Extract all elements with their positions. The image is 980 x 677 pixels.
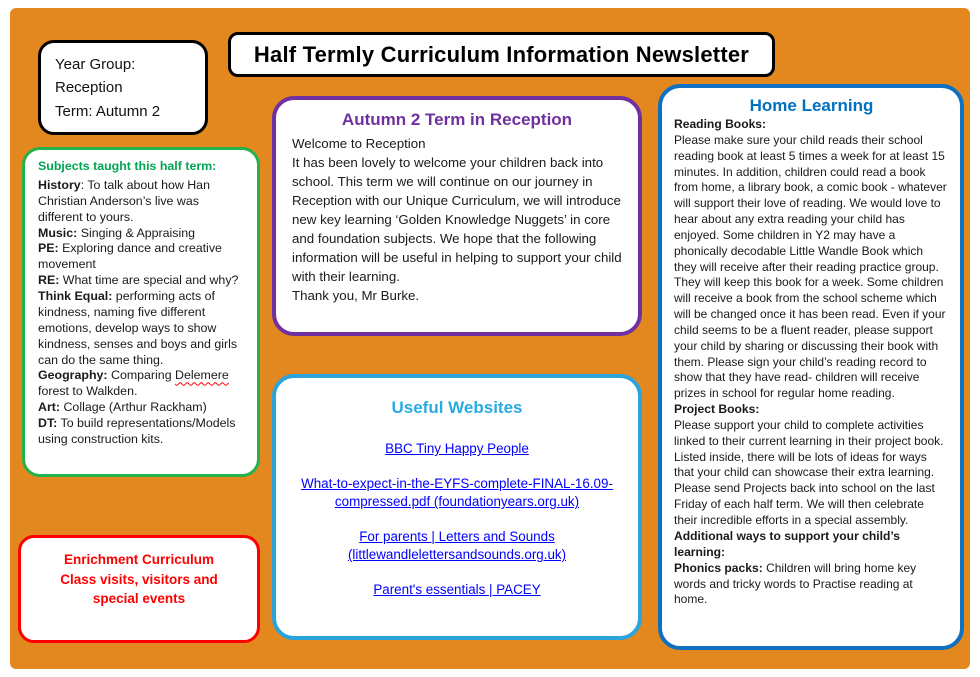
- term-info-title: Autumn 2 Term in Reception: [341, 110, 573, 129]
- useful-websites-title: Useful Websites: [391, 398, 523, 417]
- subject-item-pe: PE: Exploring dance and creative movement: [38, 241, 222, 272]
- year-group-box: [38, 40, 208, 135]
- subject-item-geography: Geography: Comparing Delemere forest to Walkden.: [38, 368, 229, 399]
- subject-item-think-equal: Think Equal: performing acts of kindness, naming five different emotions, develop ways to show kindness, senses and boys and girls can do the same thing.: [38, 289, 238, 367]
- term-info-box: [272, 96, 642, 336]
- additional-ways-heading: Additional ways to support your child’s learning:: [674, 528, 900, 559]
- term-info-paragraph: It has been lovely to welcome your children back into school. This term we will continue on our journey in Reception with our Unique Curriculum, we will introduce new key learning ‘Golden Knowledge Nuggets’ in core and foundation subjects. We hope that the following information will be useful in helping to support your child with their learning.: [292, 155, 622, 284]
- subjects-heading: Subjects taught this half term:: [38, 159, 217, 173]
- link-bbc-tiny-happy-people[interactable]: BBC Tiny Happy People: [385, 441, 529, 456]
- home-learning-title: Home Learning: [749, 96, 874, 115]
- subject-item-dt: DT: To build representations/Models using construction kits.: [38, 416, 236, 446]
- enrichment-title: Enrichment Curriculum: [63, 552, 215, 567]
- link-eyfs-what-to-expect-pdf[interactable]: What-to-expect-in-the-EYFS-complete-FINAL-16.09-compressed.pdf (foundationyears.org.uk): [301, 476, 613, 510]
- subject-item-re: RE: What time are special and why?: [38, 273, 239, 288]
- project-books-heading: Project Books:: [674, 402, 760, 417]
- phonics-packs-label: Phonics packs:: [674, 560, 763, 575]
- term-info-signoff: Thank you, Mr Burke.: [292, 288, 420, 303]
- link-letters-and-sounds[interactable]: For parents | Letters and Sounds (littlewandlelettersandsounds.org.uk): [347, 529, 567, 563]
- phonics-packs-text: Children will bring home key words and tricky words to Practise reading at home.: [674, 560, 917, 607]
- subjects-box: [22, 147, 260, 477]
- newsletter-title: Half Termly Curriculum Information Newsletter: [253, 41, 750, 67]
- subject-item-music: Music: Singing & Appraising: [38, 225, 196, 240]
- newsletter-title-box: [228, 32, 775, 77]
- enrichment-box: [18, 535, 260, 643]
- year-group-value: Reception: [55, 79, 123, 97]
- phonics-packs-line: [674, 561, 949, 609]
- term-info-welcome: Welcome to Reception: [292, 136, 426, 151]
- useful-websites-box: [272, 374, 642, 640]
- enrichment-subtitle: Class visits, visitors and special events: [60, 571, 218, 607]
- subject-item-art: Art: Collage (Arthur Rackham): [38, 400, 207, 415]
- spellcheck-underlined-word: Delemere: [175, 368, 229, 383]
- project-books-body: Please support your child to complete activities linked to their current learning in their project book. Listed inside, there will be lots of ideas for ways that your child can showcase their extra learning. Please send Projects back into school on the last Friday of each half term. We will then celebrate their incredible efforts in a special assembly.: [674, 417, 944, 527]
- year-group-label: Year Group:: [55, 56, 136, 73]
- link-pacey-parents-essentials[interactable]: Parent's essentials | PACEY: [373, 582, 541, 598]
- reading-books-heading: Reading Books:: [674, 117, 767, 131]
- home-learning-box: [658, 84, 964, 650]
- term-value: Term: Autumn 2: [55, 102, 161, 120]
- subject-item-history: History: To talk about how Han Christian Anderson’s live was different to yours.: [38, 177, 210, 224]
- reading-books-body: Please make sure your child reads their school reading book at least 5 times a week for at least 15 minutes. In addition, children could read a book from home, a library book, a comic book - whatever will support their love of reading. We would love to hear about any extra reading your child has enjoyed. Some children in Y2 may have a phonically decodable Little Wandle Book which they will receive after their reading practice group. They will keep this book for a week. Some children will receive a book from the school scheme which will be changed once it has been read. Even if your child seems to be a fluent reader, please support your child by sharing or discussing their book with them. Please sign your child’s reading record to show that they have read- children will receive prizes in school for regular home reading.: [674, 132, 947, 401]
